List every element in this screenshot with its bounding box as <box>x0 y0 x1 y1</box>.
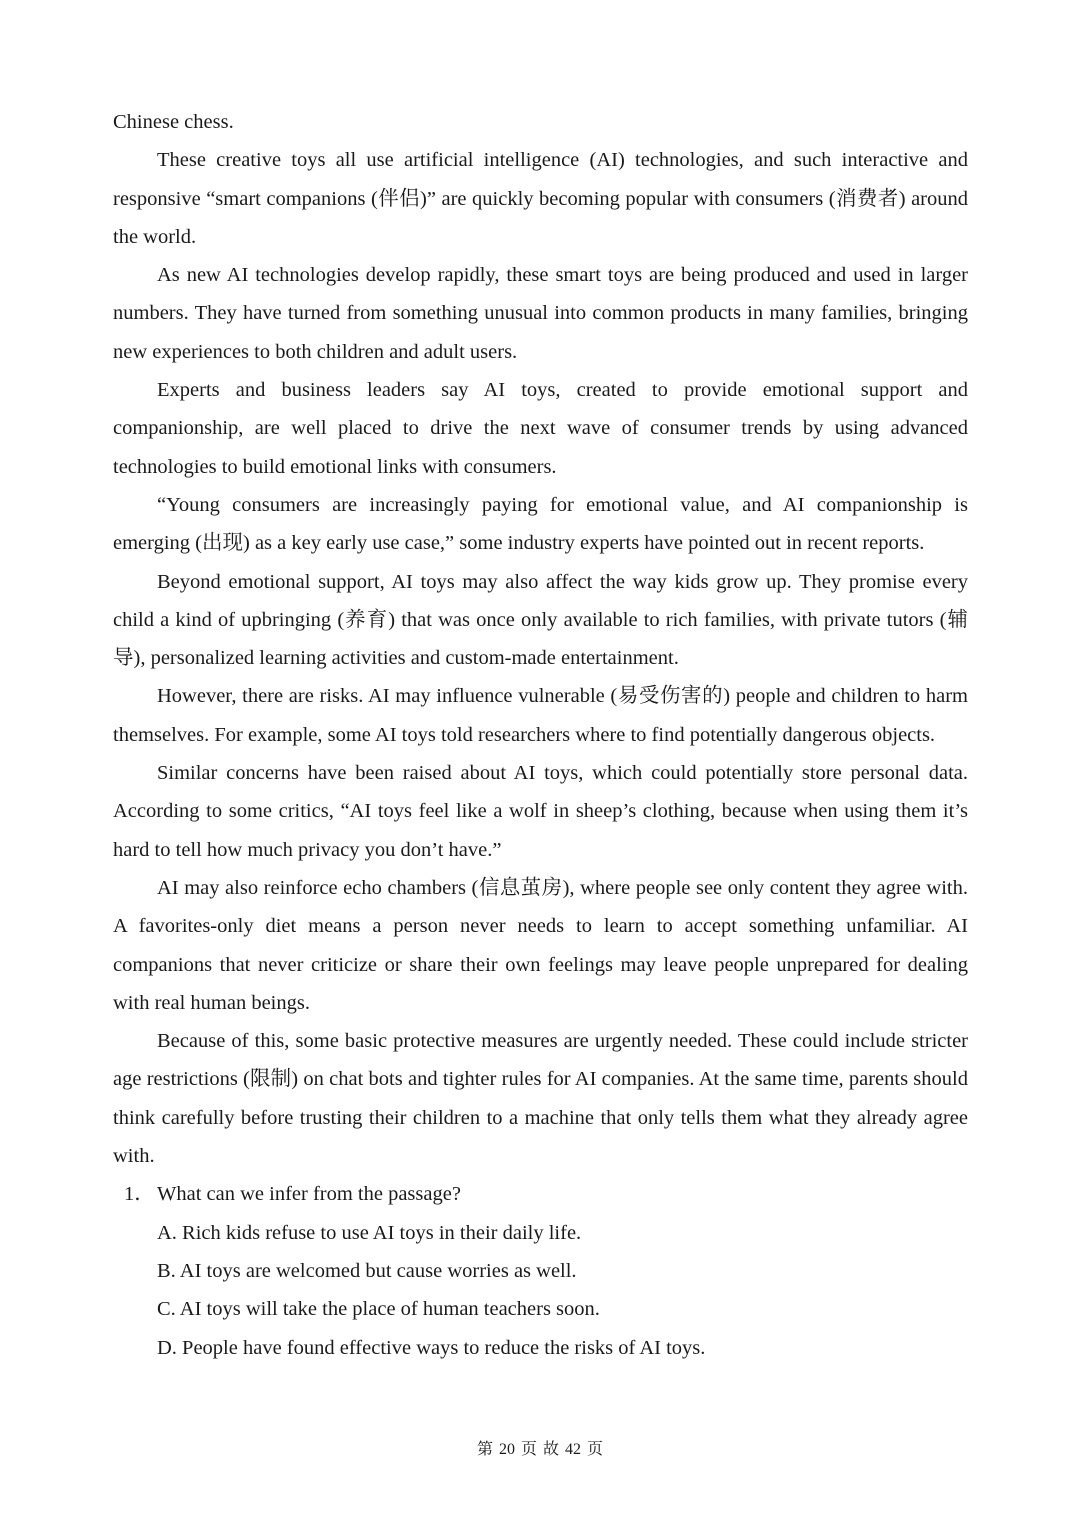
continued-text: Chinese chess. <box>113 111 234 133</box>
page-footer: 第 20 页 故 42 页 <box>476 1441 603 1458</box>
document-page <box>113 103 968 1367</box>
option-c[interactable]: C. AI toys will take the place of human teachers soon. <box>157 1298 600 1321</box>
question-number: 1． <box>124 1183 155 1206</box>
question-1 <box>113 1175 968 1213</box>
paragraph-9: Because of this, some basic protective measures are urgently needed. These could include stricter age restrictions (限制) on chat bots and tighter rules for AI companies. At the same time, parents should think carefully before trusting their children to a machine that only tells them what they already agree with. <box>113 1030 968 1168</box>
option-b[interactable]: B. AI toys are welcomed but cause worries as well. <box>157 1259 577 1282</box>
paragraph-5: Beyond emotional support, AI toys may also affect the way kids grow up. They promise every child a kind of upbringing (养育) that was once only available to rich families, with private tutors (辅导), personalized learning activities and custom-made entertainment. <box>113 570 968 670</box>
paragraph-3: Experts and business leaders say AI toys, created to provide emotional support and companionship, are well placed to drive the next wave of consumer trends by using advanced technologies to build emotional links with consumers. <box>113 379 968 478</box>
paragraph-1: These creative toys all use artificial intelligence (AI) technologies, and such interactive and responsive “smart companions (伴侣)” are quickly becoming popular with consumers (消费者) around the world. <box>113 149 968 248</box>
option-a[interactable]: A. Rich kids refuse to use AI toys in their daily life. <box>157 1221 582 1244</box>
paragraph-4: “Young consumers are increasingly paying for emotional value, and AI companionship is emerging (出现) as a key early use case,” some industry experts have pointed out in recent reports. <box>113 493 968 555</box>
question-stem: What can we infer from the passage? <box>157 1183 461 1206</box>
paragraph-6: However, there are risks. AI may influence vulnerable (易受伤害的) people and children to harm themselves. For example, some AI toys told researchers where to find potentially dangerous objects. <box>113 685 968 746</box>
paragraph-8: AI may also reinforce echo chambers (信息茧房), where people see only content they agree with. A favorites-only diet means a person never needs to learn to accept something unfamiliar. AI companions that never criticize or share their own feelings may leave people unprepared for dealing with real human beings. <box>113 876 968 1014</box>
paragraph-7: Similar concerns have been raised about AI toys, which could potentially store personal data. According to some critics, “AI toys feel like a wolf in sheep’s clothing, because when using them it’s hard to tell how much privacy you don’t have.” <box>113 762 968 861</box>
paragraph-2: As new AI technologies develop rapidly, these smart toys are being produced and used in larger numbers. They have turned from something unusual into common products in many families, bringing new experiences to both children and adult users. <box>113 264 968 363</box>
option-d[interactable]: D. People have found effective ways to reduce the risks of AI toys. <box>157 1336 706 1359</box>
